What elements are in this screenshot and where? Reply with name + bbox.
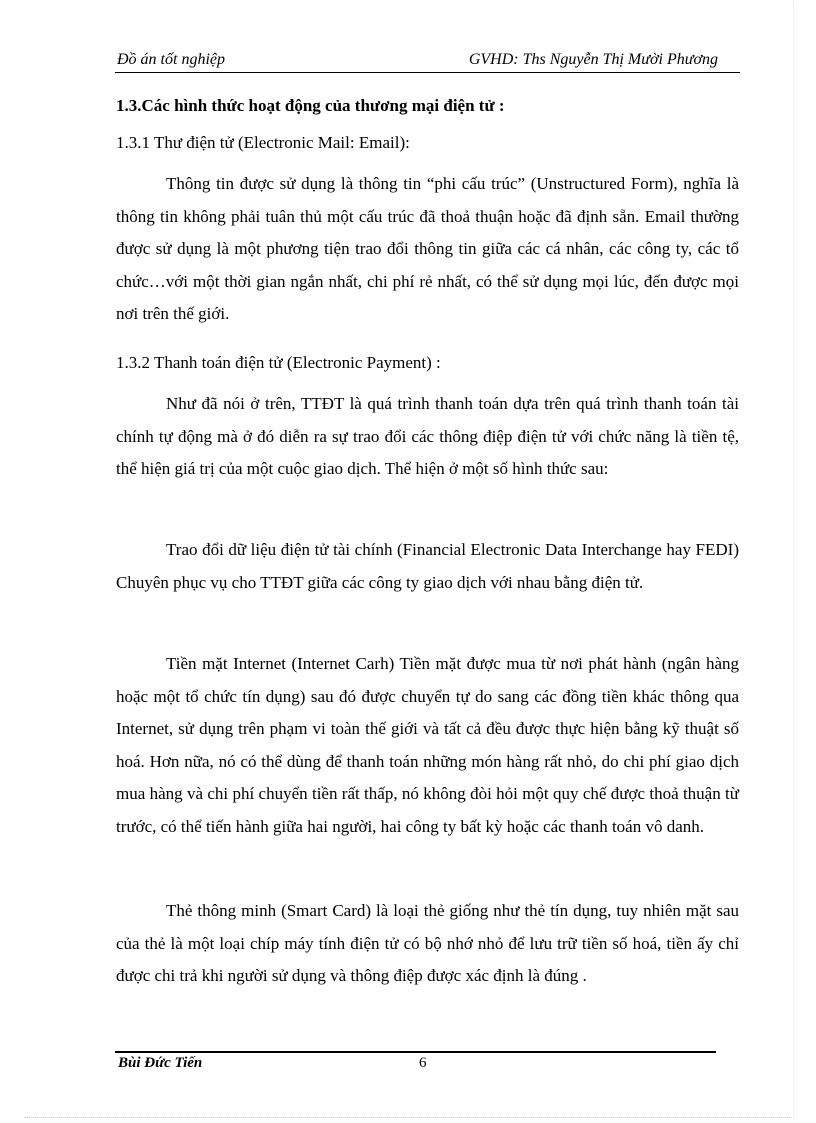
page-boundary-bottom [24,1117,794,1118]
page-number: 6 [419,1055,427,1071]
footer-rule [115,1051,716,1053]
document-title: Đồ án tốt nghiệp [117,51,225,68]
advisor-name: GVHD: Ths Nguyễn Thị Mười Phương [468,51,718,68]
paragraph-payment-intro: Như đã nói ở trên, TTĐT là quá trình thanh toán dựa trên quá trình thanh toán tài chính tự động mà ở đó diễn ra sự trao đổi các thông điệp điện tử với chức năng là tiền tệ, thể hiện giá trị của một cuộc giao dịch. Thể hiện ở một số hình thức sau: [116,394,739,478]
page-header [115,50,740,73]
paragraph-smart-card: Thẻ thông minh (Smart Card) là loại thẻ giống như thẻ tín dụng, tuy nhiên mặt sau của thẻ là một loại chíp máy tính điện tử có bộ nhớ nhỏ để lưu trữ tiền số hoá, tiền ấy chỉ được chi trả khi người sử dụng và thông điệp được xác định là đúng . [116,901,739,985]
paragraph-fedi: Trao đổi dữ liệu điện tử tài chính (Financial Electronic Data Interchange hay FEDI) Chuyên phục vụ cho TTĐT giữa các công ty giao dịch với nhau bằng điện tử. [116,540,739,592]
paragraph-internet-cash: Tiền mặt Internet (Internet Carh) Tiền mặt được mua từ nơi phát hành (ngân hàng hoặc một tổ chức tín dụng) sau đó được chuyển tự do sang các đồng tiền khác thông qua Internet, sử dụng trên phạm vi toàn thế giới và tất cả đều được thực hiện bằng kỹ thuật số hoá. Hơn nữa, nó có thể dùng để thanh toán những món hàng rất nhỏ, do chi phí giao dịch mua hàng và chi phí chuyển tiền rất thấp, nó không đòi hỏi một quy chế được thoả thuận từ trước, có thể tiến hành giữa hai người, hai công ty bất kỳ hoặc các thanh toán vô danh. [116,654,739,836]
page-boundary-right [793,0,794,1120]
section-title: 1.3.Các hình thức hoạt động của thương mại điện tử : [116,96,505,115]
subsection-heading-payment: 1.3.2 Thanh toán điện tử (Electronic Payment) : [116,353,441,372]
footer-author: Bùi Đức Tiến [118,1055,203,1071]
subsection-heading-email: 1.3.1 Thư điện tử (Electronic Mail: Email): [116,133,410,152]
paragraph-email: Thông tin được sử dụng là thông tin “phi cấu trúc” (Unstructured Form), nghĩa là thông tin không phải tuân thủ một cấu trúc đã thoả thuận hoặc đã định sẵn. Email thường được sử dụng là một phương tiện trao đổi thông tin giữa các cá nhân, các công ty, các tổ chức…với một thời gian ngắn nhất, chi phí rẻ nhất, có thể sử dụng mọi lúc, đến được mọi nơi trên thế giới. [116,174,739,323]
